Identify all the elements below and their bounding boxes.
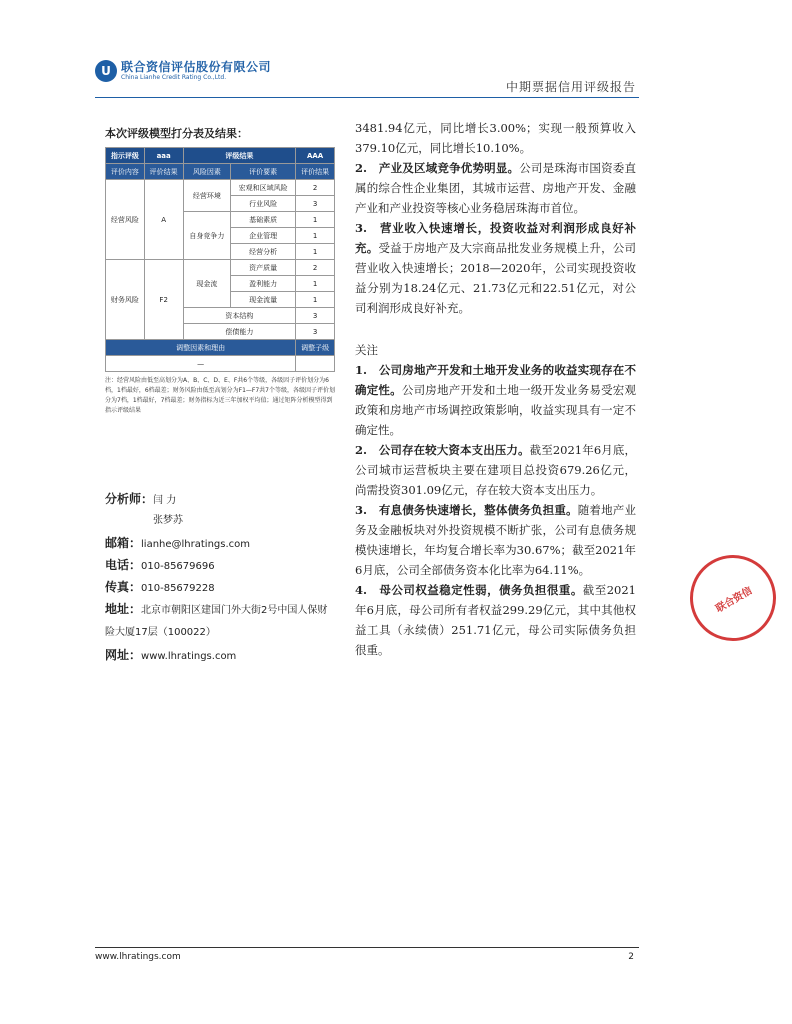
paragraph-text: 公司房地产开发和土地一级开发业务易受宏观政策和房地产市场调控政策影响，收益实现具有一定不确定性。 [355,383,637,437]
rating-table-title: 本次评级模型打分表及结果： [105,127,248,140]
table-cell: 评价内容 [106,164,145,180]
concern-title: 关注 [355,343,378,357]
fax-value: 010-85679228 [141,583,215,594]
footer-url[interactable]: www.lhratings.com [95,952,181,962]
paragraph-heading: 2. 产业及区域竞争优势明显。 [355,161,520,175]
table-cell: A [144,180,183,260]
table-cell: 调整因素和理由 [106,340,296,356]
rating-section [105,125,335,416]
table-cell: 资产质量 [231,260,296,276]
paragraph-text: 受益于房地产及大宗商品批发业务规模上升，公司营业收入快速增长；2018—2020年，公司实现投资收益分别为18.24亿元、21.73亿元和22.51亿元，对公司利润形成良好补充。 [355,241,637,315]
phone-value: 010-85679696 [141,561,215,572]
paragraph [355,440,636,500]
paragraph [355,500,636,580]
table-note: 注：经营风险由低至高划分为A、B、C、D、E、F共6个等级，各级因子评价划分为6档，1档最好，6档最差；财务风险由低至高划分为F1—F7共7个等级，各级因子评价划分为7档，1档最好，7档最差；财务指标为近三年加权平均值；通过矩阵分析模型得到指示评级结果 [105,377,335,414]
table-row [106,180,335,196]
seal-stamp [674,539,791,656]
table-cell: 1 [296,212,335,228]
table-cell: 1 [296,228,335,244]
footer-divider [95,947,639,948]
table-cell: 调整子级 [296,340,335,356]
contact-info [105,488,330,666]
email-row [105,532,330,554]
table-cell: 现金流量 [231,292,296,308]
paragraph-heading: 4. 母公司权益稳定性弱，债务负担很重。 [355,583,583,597]
paragraph-heading: 3. 有息债务快速增长，整体债务负担重。 [355,503,578,517]
table-cell: 宏观和区域风险 [231,180,296,196]
paragraph-heading: 2. 公司存在较大资本支出压力。 [355,443,530,457]
page-number: 2 [628,952,634,962]
paragraph [355,580,636,660]
paragraph-text: 公司是珠海市国资委直属的综合性企业集团，其城市运营、房地产开发、金融产业和产业投资等核心业务稳居珠海市首位。 [355,161,636,215]
address-row [105,598,330,644]
table-cell: 3 [296,308,335,324]
address-value: 北京市朝阳区建国门外大街2号中国人保财险大厦17层（100022） [105,605,328,638]
table-cell: F2 [144,260,183,340]
analyst-name: 闫 力 [153,495,177,506]
table-cell: 自身竞争力 [183,212,231,260]
body-text [355,118,636,660]
table-cell: 评价要素 [231,164,296,180]
table-cell: aaa [144,148,183,164]
table-cell: 企业管理 [231,228,296,244]
report-title: 中期票据信用评级报告 [505,80,636,94]
table-row [106,356,335,372]
rating-table [105,147,335,372]
fax-label: 传真： [105,580,142,594]
address-label: 地址： [105,602,142,616]
logo-en: China Lianhe Credit Rating Co.,Ltd. [121,73,227,81]
analyst-row [105,510,330,532]
table-cell: 1 [296,244,335,260]
phone-row [105,554,330,576]
logo-icon: U [95,60,117,82]
table-cell: 资本结构 [183,308,296,324]
table-cell: 2 [296,180,335,196]
paragraph-heading: 1. 公司房地产开发和土地开发业务的收益实现存在不确定性。 [355,363,636,397]
spacer [355,318,636,340]
table-row [106,260,335,276]
analyst-row [105,488,330,510]
table-cell: 评价结果 [296,164,335,180]
table-cell: 风险因素 [183,164,231,180]
table-cell: 3 [296,324,335,340]
fax-row [105,576,330,598]
table-cell: 3 [296,196,335,212]
email-value[interactable]: lianhe@lhratings.com [141,539,251,550]
table-cell: 经营分析 [231,244,296,260]
table-cell: — [106,356,296,372]
company-logo [95,60,271,82]
table-header-row [106,164,335,180]
web-label: 网址： [105,648,142,662]
paragraph [355,158,636,218]
table-cell [296,356,335,372]
table-cell: 经营环境 [183,180,231,212]
table-cell: 基础素质 [231,212,296,228]
header-divider [95,97,639,98]
paragraph-text: 截至2021年6月底，公司城市运营板块主要在建项目总投资679.26亿元，尚需投资301.09亿元，存在较大资本支出压力。 [355,443,636,497]
web-value[interactable]: www.lhratings.com [141,651,237,662]
phone-label: 电话： [105,558,142,572]
table-cell: 1 [296,276,335,292]
paragraph-text: 截至2021年6月底，母公司所有者权益299.29亿元，其中其他权益工具（永续债）251.71亿元，母公司实际债务负担很重。 [355,583,636,657]
paragraph [355,218,636,318]
table-cell: 评级结果 [183,148,296,164]
analyst-label: 分析师： [105,492,154,506]
table-cell: 评价结果 [144,164,183,180]
table-cell: 行业风险 [231,196,296,212]
email-label: 邮箱： [105,536,142,550]
logo-cn: 联合资信评估股份有限公司 [121,59,272,74]
web-row [105,644,330,666]
table-cell: 经营风险 [106,180,145,260]
paragraph-heading: 3. 营业收入快速增长，投资收益对利润形成良好补充。 [355,221,636,255]
table-header-row [106,148,335,164]
table-cell: AAA [296,148,335,164]
stamp-text: 联合资信 [713,584,755,615]
analyst-name: 张梦苏 [153,515,183,526]
table-cell: 盈利能力 [231,276,296,292]
table-cell: 2 [296,260,335,276]
table-cell: 现金流 [183,260,231,308]
paragraph-text: 随着地产业务及金融板块对外投资规模不断扩张，公司有息债务规模快速增长，年均复合增长率为30.67%；截至2021年6月底，公司全部债务资本化比率为64.11%。 [355,503,636,577]
table-cell: 偿债能力 [183,324,296,340]
table-cell: 1 [296,292,335,308]
table-cell: 指示评级 [106,148,145,164]
table-cell: 财务风险 [106,260,145,340]
adjust-header-row [106,340,335,356]
paragraph: 3481.94亿元，同比增长3.00%；实现一般预算收入379.10亿元，同比增长10.10%。 [355,121,636,155]
paragraph [355,360,636,440]
